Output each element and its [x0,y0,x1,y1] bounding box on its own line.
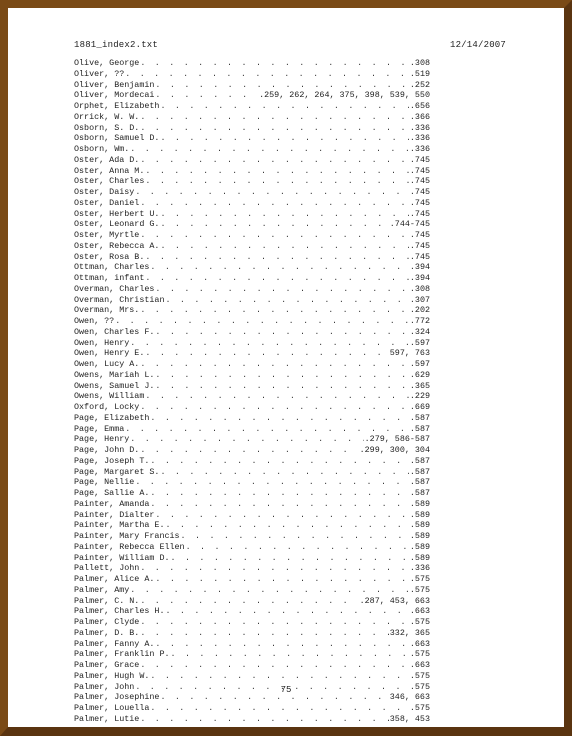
entry-name: Oliver, Benjamin [74,79,155,90]
entry-name: Painter, William D. [74,552,170,563]
entry-name: Palmer, Louella [74,703,150,713]
entry-pages: .308 [409,283,430,294]
index-entry [74,230,430,241]
dot-leader [145,252,409,263]
index-entry [74,434,430,445]
dot-leader [150,671,409,682]
dot-leader [155,370,408,381]
entry-pages: .336 [409,144,430,154]
entry-name: Palmer, Lutie [74,713,140,724]
entry-name: Osborn, S. D. [74,122,140,133]
entry-name: Palmer, Alice A. [74,574,155,584]
dot-leader [145,166,409,177]
index-entry [74,101,430,112]
dot-leader [140,58,409,69]
dot-leader [171,553,409,564]
index-entry [74,381,430,392]
dot-leader [130,585,409,596]
index-entry [74,563,430,574]
entry-pages: .745 [409,230,430,240]
entry-name: Overman, Charles [74,283,155,294]
index-entry [74,467,430,478]
entry-pages: .597 [409,337,430,348]
entry-name: Palmer, Clyde [74,617,140,627]
entry-name: Oster, Anna M. [74,165,145,176]
dot-leader [171,649,409,660]
entry-name: Oster, Daniel [74,197,140,208]
dot-leader [115,316,409,327]
entry-name: Page, Henry [74,434,130,445]
entry-name: Owen, Charles F. [74,326,155,337]
dot-leader [155,284,408,295]
entry-name: Owens, Mariah L. [74,369,155,380]
entry-name: Pallett, John [74,563,140,574]
index-entry [74,649,430,660]
entry-pages: .575 [409,574,430,584]
index-entry [74,714,430,725]
index-entry [74,187,430,198]
dot-leader [140,123,409,134]
dot-leader [155,574,408,585]
entry-name: Orphet, Elizabeth [74,101,160,111]
index-entry [74,284,430,295]
entry-name: Oliver, ?? [74,68,125,79]
index-entry [74,628,430,639]
entry-pages: .575 [409,584,430,595]
entry-name: Olive, George [74,58,140,68]
entry-name: Oster, Charles [74,176,145,187]
entry-name: Oster, Daisy [74,187,135,197]
dot-leader [125,69,409,80]
entry-pages: .589 [409,541,430,552]
entry-name: Orrick, W. W. [74,111,140,122]
entry-name: Osborn, Wm. [74,144,130,154]
dot-leader [140,617,409,628]
entry-name: Palmer, Grace [74,660,140,670]
entry-pages: .575 [409,681,430,692]
dot-leader [140,402,409,413]
header-date: 12/14/2007 [449,40,506,50]
dot-leader [155,639,408,650]
dot-leader [140,305,409,316]
entry-pages: .336 [409,133,430,144]
dot-leader [135,187,409,198]
entry-name: Oster, Leonard G. [74,219,160,230]
entry-pages: .745 [409,176,430,187]
dot-leader [155,327,408,338]
index-entry [74,305,430,316]
entry-pages: .589 [409,531,430,541]
index-entry [74,198,430,209]
entry-pages: .745 [409,208,430,219]
dot-leader [150,703,409,714]
index-entry [74,671,430,682]
entry-name: Painter, Rebecca Ellen [74,541,185,552]
entry-name: Palmer, D. B. [74,627,140,638]
index-entry [74,166,430,177]
entry-pages: .587 [409,488,430,498]
entry-pages: .587 [409,412,430,423]
index-entry [74,477,430,488]
entry-pages: .324 [409,326,430,337]
entry-pages: .394 [409,262,430,273]
entry-pages: .745 [409,197,430,208]
index-entry [74,69,430,80]
entry-pages: .745 [409,251,430,262]
dot-leader [150,262,409,273]
dot-leader [145,273,409,284]
entry-pages: .366 [409,111,430,122]
index-entry [74,219,430,230]
index-entry [74,510,430,521]
dot-leader [165,606,408,617]
entry-pages: .589 [409,552,430,563]
entry-name: Page, Nellie [74,477,135,488]
entry-pages: .744-745 [389,219,430,230]
index-entry [74,316,430,327]
entry-pages: .299, 300, 304 [359,445,430,455]
dot-leader [145,348,388,359]
dot-leader [140,714,388,725]
entry-pages: .575 [409,703,430,713]
index-entry [74,241,430,252]
index-entry [74,391,430,402]
entry-name: Oliver, Mordecai [74,90,155,101]
index-entry [74,295,430,306]
entry-pages: .336 [409,563,430,574]
entry-pages: .519 [409,68,430,79]
index-entry [74,445,430,456]
index-entry [74,585,430,596]
index-entry [74,660,430,671]
index-entry [74,133,430,144]
dot-leader [140,563,409,574]
index-entry-list [74,58,430,725]
index-entry [74,531,430,542]
index-entry [74,488,430,499]
entry-pages: .772 [409,316,430,326]
entry-pages: 346, 663 [389,692,430,703]
entry-pages: .587 [409,466,430,477]
index-entry [74,123,430,134]
page-number: 75 [280,685,292,695]
entry-pages: .589 [409,520,430,531]
dot-leader [160,209,408,220]
index-entry [74,209,430,220]
dot-leader [140,230,409,241]
dot-leader [160,133,408,144]
dot-leader [186,542,409,553]
entry-pages: .663 [409,660,430,670]
index-entry [74,90,430,101]
dot-leader [160,219,388,230]
entry-pages: .587 [409,423,430,434]
dot-leader [160,101,408,112]
index-entry [74,606,430,617]
index-entry [74,370,430,381]
entry-pages: .589 [409,498,430,509]
dot-leader [125,424,409,435]
dot-leader [140,660,409,671]
entry-name: Owens, Samuel J. [74,380,155,391]
dot-leader [145,176,409,187]
entry-pages: .307 [409,294,430,305]
index-entry [74,359,430,370]
index-entry [74,520,430,531]
dot-leader [140,112,409,123]
entry-pages: .308 [409,58,430,68]
entry-pages: .745 [409,154,430,165]
index-entry [74,58,430,69]
document-page [8,8,564,727]
index-entry [74,327,430,338]
dot-leader [165,295,408,306]
dot-leader [140,628,388,639]
index-entry [74,413,430,424]
dot-leader [150,499,409,510]
entry-name: Palmer, Fanny A. [74,638,155,649]
dot-leader [181,531,409,542]
dot-leader [160,467,408,478]
entry-name: Oster, Rosa B. [74,251,145,262]
index-entry [74,456,430,467]
dot-leader [165,520,408,531]
entry-name: Palmer, Charles H. [74,606,165,617]
entry-name: Osborn, Samuel D. [74,133,160,144]
entry-pages: .202 [409,305,430,316]
entry-name: Palmer, Amy [74,584,130,595]
index-entry [74,273,430,284]
index-entry [74,176,430,187]
entry-name: Palmer, Josephine [74,692,160,703]
entry-pages: .575 [409,670,430,681]
entry-name: Palmer, John [74,681,135,692]
entry-pages: .669 [409,402,430,412]
entry-pages: .663 [409,638,430,649]
index-entry [74,553,430,564]
entry-pages: .745 [409,240,430,251]
entry-name: Owen, Henry E. [74,348,145,359]
entry-name: Oxford, Locky [74,402,140,412]
dot-leader [135,477,409,488]
dot-leader [150,413,409,424]
entry-pages: .629 [409,369,430,380]
index-entry [74,617,430,628]
dot-leader [155,80,408,91]
index-entry [74,144,430,155]
entry-name: Ottman, infant [74,273,145,283]
index-entry [74,499,430,510]
entry-pages: .656 [409,101,430,111]
entry-name: Painter, Amanda [74,498,150,509]
dot-leader [140,445,358,456]
index-entry [74,639,430,650]
entry-pages: .745 [409,165,430,176]
entry-name: Painter, Mary Francis [74,531,180,541]
entry-pages: .394 [409,273,430,283]
entry-name: Palmer, Hugh W. [74,670,150,681]
entry-pages: 332, 365 [389,627,430,638]
entry-pages: 597, 763 [389,348,430,359]
entry-name: Painter, Martha E. [74,520,165,531]
entry-name: Page, Sallie A. [74,488,150,498]
entry-pages: .575 [409,617,430,627]
index-entry [74,262,430,273]
dot-leader [155,510,408,521]
dot-leader [130,434,363,445]
entry-name: Owen, ?? [74,316,115,326]
entry-pages: .252 [409,79,430,90]
index-entry [74,155,430,166]
entry-pages: .587 [409,477,430,488]
entry-pages: .745 [409,187,430,197]
index-entry [74,574,430,585]
entry-pages: .287, 453, 663 [359,595,430,606]
dot-leader [145,391,409,402]
dot-leader [140,359,409,370]
dot-leader [140,155,409,166]
dot-leader [140,596,358,607]
entry-name: Oster, Herbert U. [74,208,160,219]
entry-pages: .259, 262, 264, 375, 398, 539, 550 [259,90,430,101]
entry-name: Page, Emma [74,423,125,434]
header-filename: 1881_index2.txt [74,40,159,50]
dot-leader [150,488,409,499]
entry-name: Painter, Dialter [74,509,155,520]
index-entry [74,424,430,435]
entry-pages: .229 [409,391,430,402]
entry-name: Page, Margaret S. [74,466,160,477]
entry-name: Oster, Myrtle [74,230,140,240]
index-entry [74,252,430,263]
entry-name: Oster, Rebecca A. [74,240,160,251]
index-entry [74,80,430,91]
entry-name: Page, Joseph T. [74,455,150,466]
index-entry [74,112,430,123]
entry-name: Oster, Ada D. [74,154,140,165]
entry-name: Owen, Lucy A. [74,359,140,369]
entry-name: Page, John D. [74,445,140,455]
entry-pages: .365 [409,380,430,391]
entry-pages: 358, 453 [389,713,430,724]
dot-leader [150,456,409,467]
entry-name: Overman, Christian [74,294,165,305]
entry-pages: .587 [409,455,430,466]
dot-leader [155,381,408,392]
entry-name: Ottman, Charles [74,262,150,273]
index-entry [74,348,430,359]
entry-name: Overman, Mrs. [74,305,140,316]
dot-leader [130,338,409,349]
entry-name: Palmer, C. N. [74,595,140,606]
entry-pages: .663 [409,606,430,617]
entry-name: Palmer, Franklin P. [74,649,170,660]
dot-leader [160,241,408,252]
entry-name: Owens, William [74,391,145,402]
dot-leader [155,90,258,101]
index-entry [74,402,430,413]
entry-name: Owen, Henry [74,337,130,348]
entry-pages: .597 [409,359,430,369]
entry-pages: .279, 586-587 [364,434,430,445]
dot-leader [140,198,409,209]
index-entry [74,703,430,714]
index-entry [74,338,430,349]
entry-pages: .589 [409,509,430,520]
dot-leader [130,144,409,155]
entry-pages: .336 [409,122,430,133]
index-entry [74,542,430,553]
entry-pages: .575 [409,649,430,660]
entry-name: Page, Elizabeth [74,412,150,423]
index-entry [74,596,430,607]
